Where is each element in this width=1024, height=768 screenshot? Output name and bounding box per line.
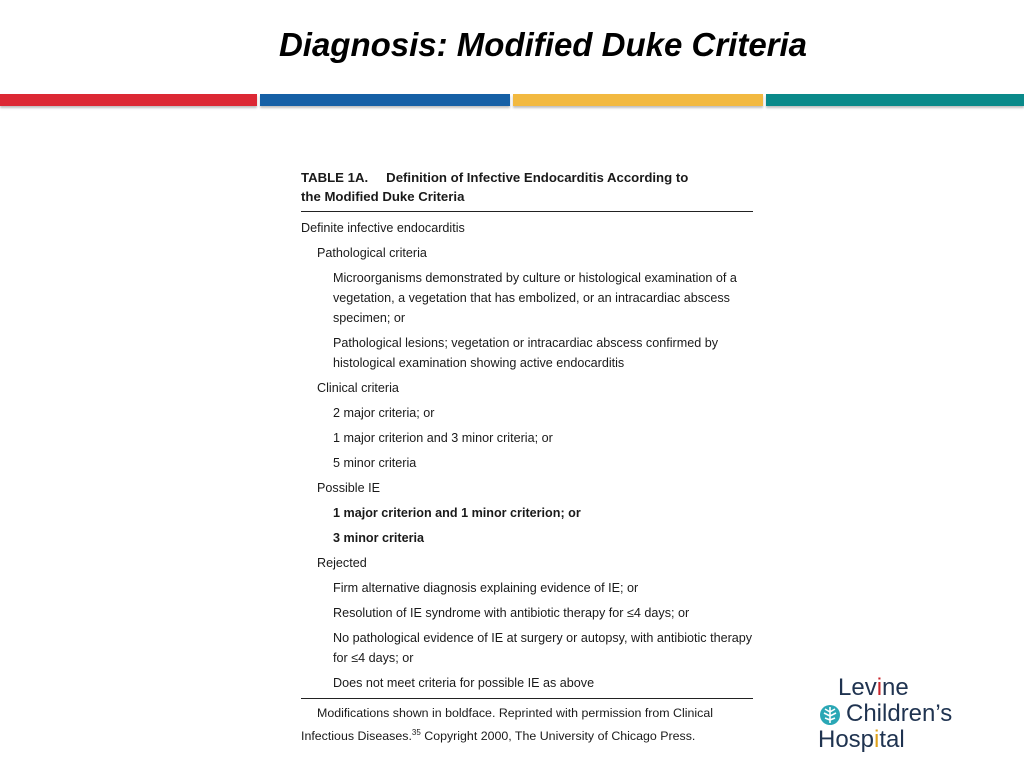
table-row: Firm alternative diagnosis explaining evidence of IE; or: [333, 581, 639, 595]
table-row: Resolution of IE syndrome with antibiotic therapy for ≤4 days; or: [333, 606, 690, 620]
table-row: Pathological lesions; vegetation or intracardiac abscess confirmed by histological examination showing active endocarditis: [333, 336, 719, 370]
footnote-line1: Modifications shown in boldface. Reprinted with permission from Clinical: [317, 706, 713, 720]
table-title: [301, 168, 753, 212]
table-row: 5 minor criteria: [333, 456, 417, 470]
table-row: Possible IE: [317, 481, 380, 495]
table-row: Does not meet criteria for possible IE as above: [333, 676, 595, 690]
logo-text: Lev: [838, 674, 877, 701]
logo-text: i: [876, 674, 883, 701]
tree-emblem-icon: [818, 704, 842, 726]
accent-color-bar: [0, 94, 1024, 110]
footnote-copyright: Copyright 2000, The University of Chicago Press.: [420, 729, 696, 744]
table-rows: [301, 212, 753, 699]
accent-bar-red: [0, 94, 257, 106]
logo-line-childrens: [818, 701, 974, 727]
table-footnote: [301, 703, 753, 746]
accent-bar-blue: [260, 94, 510, 106]
table-row: Microorganisms demonstrated by culture or histological examination of a vegetation, a vegetation that has embolized, or an intracardiac abscess specimen; or: [333, 271, 737, 325]
footnote-journal: Infectious Diseases.: [301, 729, 412, 744]
logo-line-levine: [818, 675, 974, 701]
slide-title: Diagnosis: Modified Duke Criteria: [278, 26, 808, 63]
table-row: Definite infective endocarditis: [301, 221, 465, 235]
footnote-reference: 35: [411, 728, 421, 737]
table-row: No pathological evidence of IE at surgery or autopsy, with antibiotic therapy for ≤4 days; or: [333, 631, 753, 665]
logo-line-hospital: [818, 727, 974, 753]
logo-text: Children’s: [846, 700, 953, 727]
accent-bar-gold: [513, 94, 763, 106]
logo-text: i: [874, 726, 880, 753]
logo-text: Hosp: [818, 726, 875, 753]
table-title-line1: Definition of Infective Endocarditis According to: [386, 170, 689, 185]
footnote-line2: [301, 723, 753, 746]
accent-bar-teal: [766, 94, 1024, 106]
table-row: 2 major criteria; or: [333, 406, 435, 420]
table-row: 1 major criterion and 1 minor criterion; or: [333, 506, 581, 520]
table-label: TABLE 1A.: [301, 170, 369, 185]
table-row: Pathological criteria: [317, 246, 427, 260]
logo-text: ne: [882, 674, 909, 701]
table-row: Rejected: [317, 556, 367, 570]
table-title-line2: the Modified Duke Criteria: [301, 189, 465, 204]
criteria-table: [301, 168, 753, 746]
table-row: 3 minor criteria: [333, 531, 424, 545]
logo-text: tal: [879, 726, 905, 753]
hospital-logo: [818, 675, 974, 753]
table-row: 1 major criterion and 3 minor criteria; or: [333, 431, 553, 445]
table-row: Clinical criteria: [317, 381, 399, 395]
